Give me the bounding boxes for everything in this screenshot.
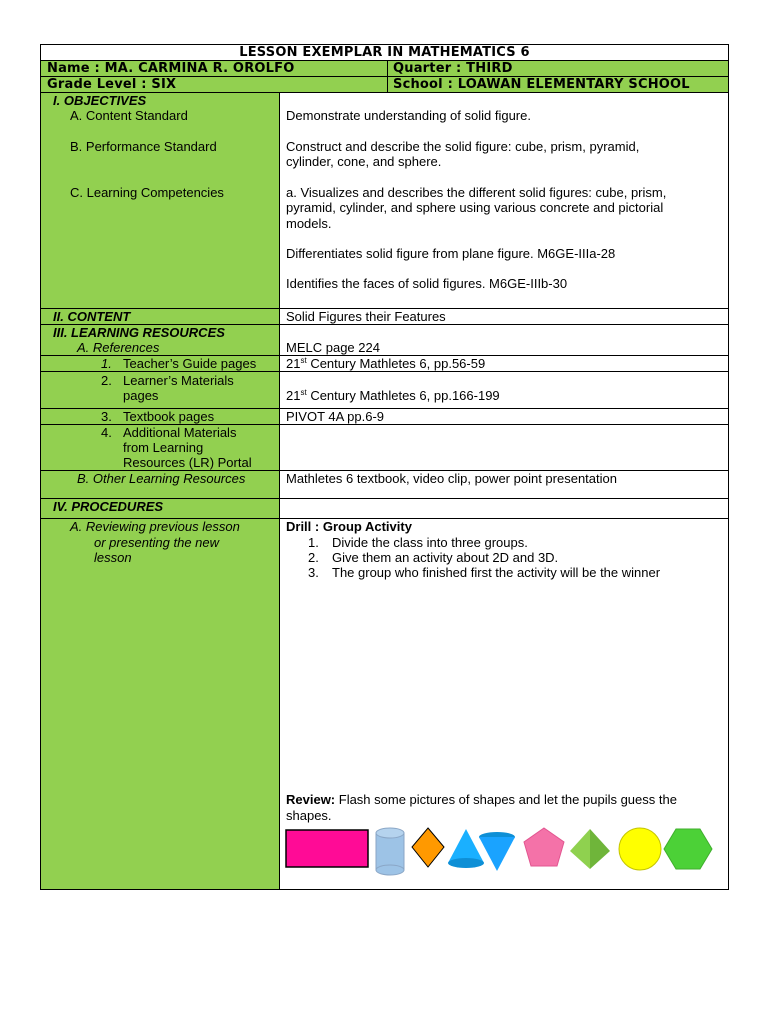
learners-materials-label-2: pages (123, 388, 159, 403)
drill-title: Drill : Group Activity (286, 519, 412, 534)
objectives-heading: I. OBJECTIVES (53, 93, 147, 108)
learners-materials-row (40, 372, 729, 409)
review-text-1: Flash some pictures of shapes and let the pupils guess the (335, 792, 677, 807)
content-standard-label: A. Content Standard (70, 108, 188, 123)
review-shapes (280, 819, 728, 879)
pentagon-shape (524, 828, 564, 866)
textbook-pages-label-cell (41, 409, 280, 424)
teacher-name: Name : MA. CARMINA R. OROLFO (41, 61, 388, 76)
additional-materials-row (40, 425, 729, 471)
learning-competencies-label: C. Learning Competencies (70, 185, 224, 200)
learners-materials-content (280, 372, 728, 408)
performance-standard-label: B. Performance Standard (70, 139, 217, 154)
learners-materials-label-1: Learner’s Materials (123, 373, 234, 388)
procedure-a-label-3: lesson (94, 550, 132, 565)
circle-shape (619, 828, 661, 870)
content-text: Solid Figures their Features (286, 309, 446, 324)
teachers-guide-ordinal: st (300, 356, 307, 365)
objectives-labels (41, 93, 280, 308)
textbook-pages-number: 3. (101, 409, 112, 424)
grade-school-row (40, 77, 729, 93)
procedure-a-row (40, 519, 729, 890)
teacher-info-row (40, 61, 729, 77)
additional-materials-label-3: Resources (LR) Portal (123, 455, 252, 470)
learners-materials-number: 2. (101, 373, 112, 388)
additional-materials-label-cell (41, 425, 280, 470)
content-heading: II. CONTENT (41, 309, 280, 324)
learning-resources-labels (41, 325, 280, 355)
learners-materials-ordinal: st (300, 388, 307, 397)
review-line-1 (286, 792, 677, 807)
other-resources-content (280, 471, 728, 498)
procedure-a-label-cell (41, 519, 280, 889)
drill-item: Divide the class into three groups. (332, 535, 528, 550)
other-resources-text: Mathletes 6 textbook, video clip, power point presentation (286, 471, 617, 486)
objectives-row (40, 93, 729, 309)
additional-materials-content (280, 425, 728, 470)
content-standard-text: Demonstrate understanding of solid figure. (286, 108, 531, 123)
additional-materials-label-1: Additional Materials (123, 425, 237, 440)
additional-materials-label-2: from Learning (123, 440, 204, 455)
drill-item-number: 1. (308, 535, 319, 550)
references-label: A. References (77, 340, 160, 355)
competency-text-2: pyramid, cylinder, and sphere using various concrete and pictorial (286, 200, 664, 215)
review-label: Review: (286, 792, 336, 807)
school-name: School : LOAWAN ELEMENTARY SCHOOL (393, 77, 690, 92)
competency-text-5: Identifies the faces of solid figures. M6GE-IIIb-30 (286, 276, 568, 291)
teachers-guide-edition: 21 (286, 356, 301, 371)
lesson-exemplar-document (40, 44, 729, 890)
additional-materials-number: 4. (101, 425, 112, 440)
quarter: Quarter : THIRD (393, 61, 513, 76)
competency-text-1: a. Visualizes and describes the different solid figures: cube, prism, (286, 185, 667, 200)
learning-resources-row (40, 325, 729, 356)
competency-text-3: models. (286, 216, 332, 231)
teachers-guide-number: 1. (101, 356, 112, 371)
drill-item-number: 2. (308, 550, 319, 565)
document-title-row (40, 44, 729, 61)
drill-item: Give them an activity about 2D and 3D. (332, 550, 559, 565)
drill-item: The group who finished first the activity will be the winner (332, 565, 661, 580)
other-resources-row (40, 471, 729, 499)
procedures-heading: IV. PROCEDURES (41, 499, 280, 518)
teachers-guide-label-cell (41, 356, 280, 371)
learners-materials-title: Century Mathletes 6, pp.166-199 (306, 388, 500, 403)
drill-item-number: 3. (308, 565, 319, 580)
performance-standard-text-1: Construct and describe the solid figure: cube, prism, pyramid, (286, 139, 640, 154)
references-content (280, 325, 728, 355)
learners-materials-text (286, 388, 500, 403)
procedures-heading-empty (280, 499, 728, 518)
textbook-pages-row (40, 409, 729, 425)
cone-shape (448, 829, 484, 868)
hexagon-shape (664, 829, 712, 869)
teachers-guide-text (280, 356, 728, 371)
references-text: MELC page 224 (286, 340, 380, 355)
learners-materials-edition: 21 (286, 388, 301, 403)
other-resources-label: B. Other Learning Resources (77, 471, 246, 486)
pyramid-shape (570, 829, 610, 869)
document-title: LESSON EXEMPLAR IN MATHEMATICS 6 (239, 45, 530, 60)
procedure-a-label-2: or presenting the new (94, 535, 220, 550)
teachers-guide-title: Century Mathletes 6, pp.56-59 (306, 356, 486, 371)
performance-standard-text-2: cylinder, cone, and sphere. (286, 154, 442, 169)
procedure-a-content (280, 519, 728, 889)
procedures-heading-row (40, 499, 729, 519)
textbook-pages-label: Textbook pages (123, 409, 215, 424)
objectives-content (280, 93, 728, 308)
review-text-2: shapes. (286, 808, 332, 823)
learners-materials-label-cell (41, 372, 280, 408)
rhombus-shape (412, 828, 444, 867)
content-row (40, 309, 729, 325)
other-resources-label-cell (41, 471, 280, 498)
grade-level: Grade Level : SIX (41, 77, 388, 92)
rectangle-shape (286, 830, 368, 867)
inverted-cone-shape (479, 832, 515, 871)
competency-text-4: Differentiates solid figure from plane figure. M6GE-IIIa-28 (286, 246, 616, 261)
cylinder-shape (376, 828, 404, 875)
procedure-a-label-1: A. Reviewing previous lesson (70, 519, 240, 534)
learning-resources-heading: III. LEARNING RESOURCES (53, 325, 225, 340)
textbook-pages-text: PIVOT 4A pp.6-9 (286, 409, 385, 424)
teachers-guide-row (40, 356, 729, 372)
teachers-guide-label: Teacher’s Guide pages (123, 356, 257, 371)
